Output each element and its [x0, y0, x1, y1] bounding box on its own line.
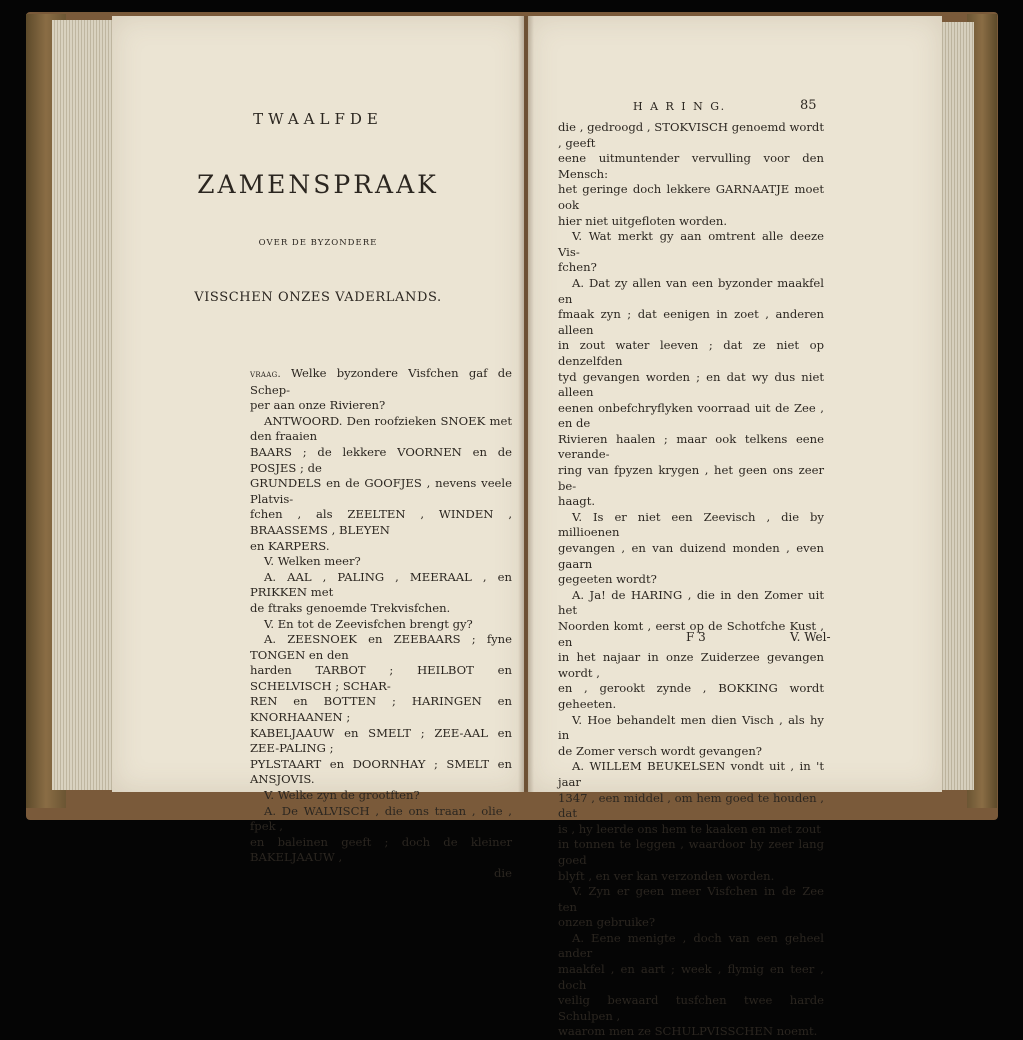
- text-line: en baleinen geeft ; doch de kleiner BAKELJAAUW ,: [250, 834, 512, 865]
- running-head: H A R I N G.: [633, 100, 727, 113]
- text-line: KABELJAAUW en SMELT ; ZEE-AAL en ZEE-PALING ;: [250, 725, 512, 756]
- text-line: V. Wat merkt gy aan omtrent alle deeze Vis-: [558, 229, 824, 259]
- text-line: V. Zyn er geen meer Visfchen in de Zee ten: [558, 884, 824, 914]
- text-line: per aan onze Rivieren?: [250, 398, 386, 413]
- text-line: fchen?: [558, 260, 597, 275]
- chapter-heading: TWAALFDE: [253, 110, 383, 128]
- text-line-content: Welke byzondere Visfchen gaf de Schep-: [250, 366, 512, 397]
- text-line: haagt.: [558, 494, 596, 509]
- text-line: blyft , en ver kan verzonden worden.: [558, 868, 775, 883]
- text-line: REN en BOTTEN ; HARINGEN en KNORHAANEN ;: [250, 694, 512, 725]
- text-line: in het najaar in onze Zuiderzee gevangen wordt ,: [558, 650, 824, 680]
- text-line: de ftraks genoemde Trekvisfchen.: [250, 600, 451, 615]
- text-line: in tonnen te leggen , waardoor hy zeer lang goed: [558, 837, 824, 867]
- speaker-label: vraag.: [250, 369, 292, 380]
- right-page: [528, 16, 942, 1039]
- text-line: fchen , als ZEELTEN , WINDEN , BRAASSEMS , BLEYEN: [250, 507, 512, 537]
- text-line: V. Welke zyn de grootften?: [264, 788, 420, 803]
- text-line: GRUNDELS en de GOOFJES , nevens veele Platvis-: [250, 476, 512, 506]
- text-line: A. Eene menigte , doch van een geheel ander: [558, 930, 824, 961]
- text-line: Rivieren haalen ; maar ook telkens eene verande-: [558, 431, 824, 462]
- text-line: die , gedroogd , STOKVISCH genoemd wordt , geeft: [558, 120, 824, 150]
- catchword: V. Wel-: [790, 630, 831, 644]
- signature-mark: F 3: [686, 630, 706, 644]
- catchword: die: [494, 866, 512, 880]
- text-line: A. WILLEM BEUKELSEN vondt uit , in 't jaar: [558, 759, 824, 789]
- text-line: V. En tot de Zeevisfchen brengt gy?: [264, 616, 473, 631]
- text-line: is , hy leerde ons hem te kaaken en met zout: [558, 821, 821, 836]
- text-line: [250, 366, 512, 398]
- text-line: onzen gebruike?: [558, 915, 656, 930]
- text-line: eene uitmuntender vervulling voor den Mensch:: [558, 151, 824, 181]
- chapter-subject: VISSCHEN ONZES VADERLANDS.: [194, 290, 442, 305]
- text-line: A. ZEESNOEK en ZEEBAARS ; fyne TONGEN en den: [250, 632, 512, 662]
- text-line: fmaak zyn ; dat eenigen in zoet , anderen alleen: [558, 307, 824, 337]
- text-line: V. Welken meer?: [264, 554, 361, 569]
- text-line: A. Dat zy allen van een byzonder maakfel en: [558, 275, 824, 306]
- text-line: 1347 , een middel , om hem goed te houden , dat: [558, 790, 824, 821]
- text-line: Noorden komt , eerst op de Schotfche Kust , en: [558, 619, 824, 649]
- text-line: V. Is er niet een Zeevisch , die by millioenen: [558, 509, 824, 540]
- book-gutter: [518, 16, 534, 792]
- text-line: eenen onbefchryflyken voorraad uit de Zee , en de: [558, 400, 824, 431]
- text-line: maakfel , en aart ; week , flymig en teer , doch: [558, 962, 824, 992]
- text-line: A. AAL , PALING , MEERAAL , en PRIKKEN met: [250, 569, 512, 600]
- text-line: waarom men ze SCHULPVISSCHEN noemt.: [558, 1024, 818, 1039]
- text-line: ring van fpyzen krygen , het geen ons zeer be-: [558, 463, 824, 493]
- text-line: en KARPERS.: [250, 538, 330, 553]
- text-line: tyd gevangen worden ; en dat wy dus niet alleen: [558, 369, 824, 400]
- text-line: hier niet uitgefloten worden.: [558, 213, 728, 228]
- text-line: gegeeten wordt?: [558, 572, 657, 587]
- text-line: in zout water leeven ; dat ze niet op denzelfden: [558, 338, 824, 368]
- page-edges-left: [52, 20, 116, 790]
- text-line: harden TARBOT ; HEILBOT en SCHELVISCH ; SCHAR-: [250, 663, 512, 693]
- text-line: V. Hoe behandelt men dien Visch , als hy in: [558, 712, 824, 743]
- text-line: PYLSTAART en DOORNHAY ; SMELT en ANSJOVIS.: [250, 756, 512, 787]
- text-line: gevangen , en van duizend monden , even gaarn: [558, 541, 824, 571]
- left-page: [112, 16, 524, 880]
- right-page-text: [558, 120, 824, 1040]
- page-number: 85: [800, 98, 817, 113]
- text-line: BAARS ; de lekkere VOORNEN en de POSJES ; de: [250, 444, 512, 475]
- text-line: en , gerookt zynde , BOKKING wordt geheeten.: [558, 681, 824, 711]
- page-edges-right: [940, 22, 974, 790]
- text-line: veilig bewaard tusfchen twee harde Schulpen ,: [558, 993, 824, 1023]
- text-line: het geringe doch lekkere GARNAATJE moet ook: [558, 182, 824, 212]
- text-line: A. De WALVISCH , die ons traan , olie , fpek ,: [250, 803, 512, 834]
- text-line: ANTWOORD. Den roofzieken SNOEK met den fraaien: [250, 413, 512, 444]
- text-line: de Zomer versch wordt gevangen?: [558, 743, 763, 758]
- chapter-subtitle: OVER DE BYZONDERE: [258, 238, 378, 248]
- text-line: A. Ja! de HARING , die in den Zomer uit het: [558, 587, 824, 618]
- left-page-text: [250, 366, 512, 882]
- chapter-title: ZAMENSPRAAK: [197, 170, 439, 199]
